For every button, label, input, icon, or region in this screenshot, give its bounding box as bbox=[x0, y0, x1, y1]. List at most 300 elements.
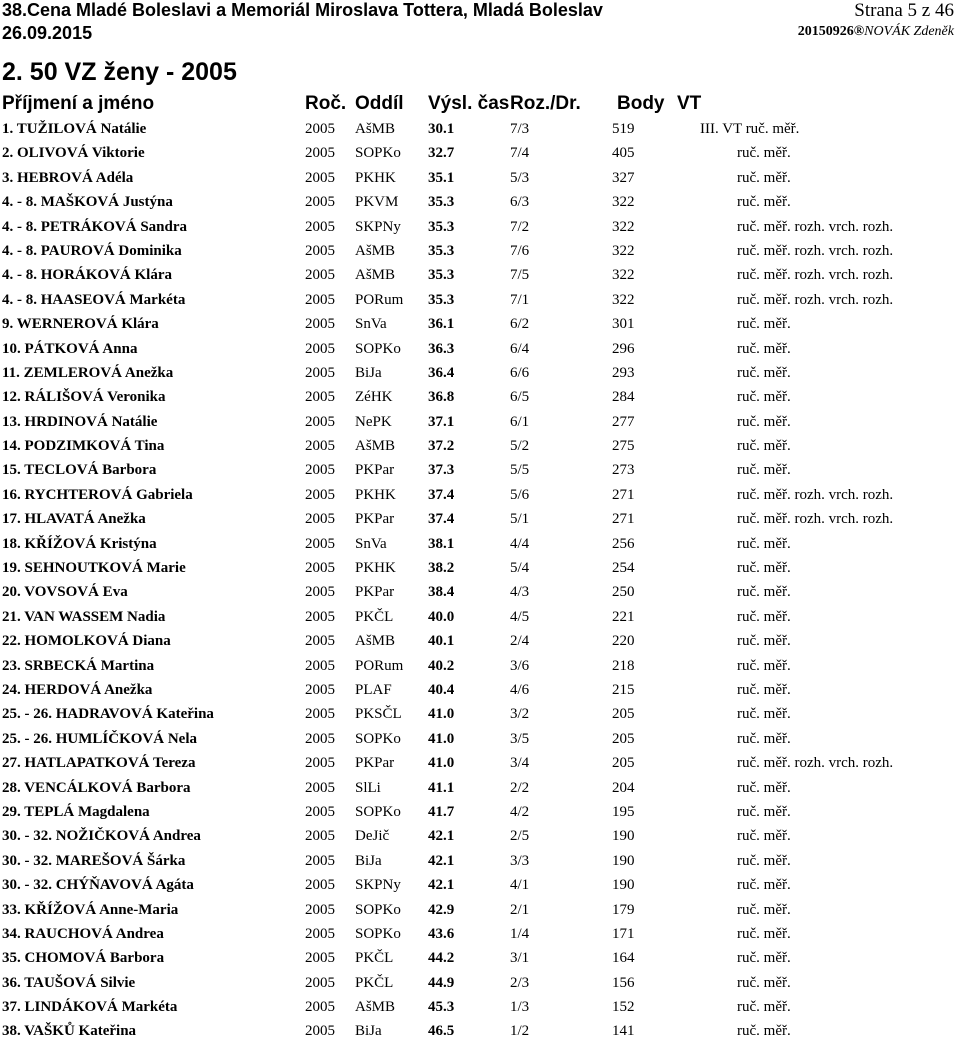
heat-lane-cell: 5/2 bbox=[510, 438, 530, 455]
athlete-name-cell: 29. TEPLÁ Magdalena bbox=[2, 803, 150, 820]
club-cell: SOPKo bbox=[355, 340, 401, 357]
table-row bbox=[0, 264, 960, 288]
table-row bbox=[0, 972, 960, 996]
table-row bbox=[0, 825, 960, 849]
table-row bbox=[0, 899, 960, 923]
table-row bbox=[0, 728, 960, 752]
table-row bbox=[0, 752, 960, 776]
heat-lane-cell: 7/4 bbox=[510, 145, 530, 162]
heat-lane-cell: 2/2 bbox=[510, 779, 530, 796]
club-cell: ZéHK bbox=[355, 389, 393, 406]
competition-date: 26.09.2015 bbox=[2, 23, 93, 43]
club-cell: SOPKo bbox=[355, 901, 401, 918]
athlete-name-cell: 4. - 8. PAUROVÁ Dominika bbox=[2, 242, 182, 259]
athlete-name-cell: 17. HLAVATÁ Anežka bbox=[2, 511, 146, 528]
note-cell: ruč. měř. bbox=[737, 560, 791, 577]
athlete-name-cell: 9. WERNEROVÁ Klára bbox=[2, 316, 159, 333]
year-cell: 2005 bbox=[305, 925, 335, 942]
document-code-prefix: 20150926® bbox=[797, 24, 865, 39]
points-cell: 322 bbox=[612, 242, 635, 259]
points-cell: 205 bbox=[612, 755, 635, 772]
note-cell: ruč. měř. bbox=[737, 901, 791, 918]
club-cell: PKSČL bbox=[355, 706, 402, 723]
col-points: Body bbox=[617, 93, 665, 114]
points-cell: 204 bbox=[612, 779, 635, 796]
note-cell: ruč. měř. bbox=[737, 364, 791, 381]
column-header-row bbox=[0, 93, 960, 117]
time-cell: 37.3 bbox=[428, 462, 455, 479]
athlete-name-cell: 30. - 32. MAREŠOVÁ Šárka bbox=[2, 852, 186, 869]
club-cell: SOPKo bbox=[355, 145, 401, 162]
heat-lane-cell: 6/3 bbox=[510, 194, 530, 211]
note-cell: ruč. měř. rozh. vrch. rozh. bbox=[737, 486, 894, 503]
athlete-name-cell: 4. - 8. PETRÁKOVÁ Sandra bbox=[2, 218, 188, 235]
club-cell: PKČL bbox=[355, 608, 394, 625]
time-cell: 40.1 bbox=[428, 633, 455, 650]
points-cell: 179 bbox=[612, 901, 635, 918]
year-cell: 2005 bbox=[305, 511, 335, 528]
athlete-name-cell: 33. KŘÍŽOVÁ Anne-Maria bbox=[2, 901, 179, 918]
time-cell: 40.4 bbox=[428, 681, 455, 698]
time-cell: 36.4 bbox=[428, 364, 455, 381]
note-cell: ruč. měř. bbox=[737, 779, 791, 796]
heat-lane-cell: 3/2 bbox=[510, 706, 530, 723]
table-row bbox=[0, 167, 960, 191]
note-cell: ruč. měř. bbox=[737, 730, 791, 747]
club-cell: SOPKo bbox=[355, 730, 401, 747]
athlete-name-cell: 30. - 32. NOŽIČKOVÁ Andrea bbox=[2, 828, 201, 845]
athlete-name-cell: 23. SRBECKÁ Martina bbox=[2, 657, 155, 674]
col-name: Příjmení a jméno bbox=[2, 93, 155, 114]
year-cell: 2005 bbox=[305, 657, 335, 674]
athlete-name-cell: 11. ZEMLEROVÁ Anežka bbox=[2, 364, 174, 381]
col-vt: VT bbox=[677, 93, 702, 114]
note-cell: ruč. měř. rozh. vrch. rozh. bbox=[737, 267, 894, 284]
points-cell: 195 bbox=[612, 803, 635, 820]
table-row bbox=[0, 996, 960, 1020]
time-cell: 30.1 bbox=[428, 121, 455, 137]
year-cell: 2005 bbox=[305, 462, 335, 479]
year-cell: 2005 bbox=[305, 438, 335, 455]
points-cell: 519 bbox=[612, 121, 635, 137]
club-cell: PKPar bbox=[355, 755, 395, 772]
heat-lane-cell: 6/4 bbox=[510, 340, 530, 357]
club-cell: SOPKo bbox=[355, 925, 401, 942]
note-cell: ruč. měř. bbox=[737, 145, 791, 162]
table-row bbox=[0, 533, 960, 557]
year-cell: 2005 bbox=[305, 803, 335, 820]
document-code-name: NOVÁK Zdeněk bbox=[864, 24, 954, 39]
time-cell: 41.7 bbox=[428, 803, 455, 820]
heat-lane-cell: 4/1 bbox=[510, 877, 530, 894]
note-cell: ruč. měř. rozh. vrch. rozh. bbox=[737, 291, 894, 308]
heat-lane-cell: 4/3 bbox=[510, 584, 530, 601]
table-row bbox=[0, 289, 960, 313]
table-row bbox=[0, 386, 960, 410]
time-cell: 38.1 bbox=[428, 535, 455, 552]
table-row bbox=[0, 801, 960, 825]
year-cell: 2005 bbox=[305, 340, 335, 357]
heat-lane-cell: 7/6 bbox=[510, 242, 530, 259]
club-cell: BiJa bbox=[355, 364, 382, 381]
club-cell: PKPar bbox=[355, 584, 395, 601]
year-cell: 2005 bbox=[305, 316, 335, 333]
table-row bbox=[0, 191, 960, 215]
note-cell: III. VT ruč. měř. bbox=[700, 121, 800, 137]
table-row bbox=[0, 606, 960, 630]
heat-lane-cell: 5/6 bbox=[510, 486, 530, 503]
points-cell: 296 bbox=[612, 340, 635, 357]
points-cell: 273 bbox=[612, 462, 635, 479]
heat-lane-cell: 4/5 bbox=[510, 608, 530, 625]
points-cell: 277 bbox=[612, 413, 635, 430]
heat-lane-cell: 7/3 bbox=[510, 121, 530, 137]
points-cell: 301 bbox=[612, 316, 635, 333]
table-row bbox=[0, 1020, 960, 1044]
time-cell: 32.7 bbox=[428, 145, 455, 162]
time-cell: 37.1 bbox=[428, 413, 455, 430]
time-cell: 44.9 bbox=[428, 974, 455, 991]
heat-lane-cell: 6/1 bbox=[510, 413, 530, 430]
time-cell: 41.0 bbox=[428, 755, 455, 772]
note-cell: ruč. měř. bbox=[737, 950, 791, 967]
athlete-name-cell: 15. TECLOVÁ Barbora bbox=[2, 462, 157, 479]
note-cell: ruč. měř. bbox=[737, 706, 791, 723]
note-cell: ruč. měř. bbox=[737, 584, 791, 601]
athlete-name-cell: 3. HEBROVÁ Adéla bbox=[2, 169, 134, 186]
athlete-name-cell: 25. - 26. HADRAVOVÁ Kateřina bbox=[2, 706, 214, 723]
athlete-name-cell: 19. SEHNOUTKOVÁ Marie bbox=[2, 560, 186, 577]
club-cell: AšMB bbox=[355, 242, 396, 259]
time-cell: 41.0 bbox=[428, 730, 455, 747]
note-cell: ruč. měř. bbox=[737, 803, 791, 820]
note-cell: ruč. měř. bbox=[737, 340, 791, 357]
heat-lane-cell: 7/2 bbox=[510, 218, 530, 235]
heat-lane-cell: 3/1 bbox=[510, 950, 530, 967]
club-cell: BiJa bbox=[355, 852, 382, 869]
club-cell: AšMB bbox=[355, 438, 396, 455]
year-cell: 2005 bbox=[305, 901, 335, 918]
year-cell: 2005 bbox=[305, 828, 335, 845]
heat-lane-cell: 4/4 bbox=[510, 535, 530, 552]
points-cell: 327 bbox=[612, 169, 635, 186]
year-cell: 2005 bbox=[305, 291, 335, 308]
note-cell: ruč. měř. bbox=[737, 462, 791, 479]
club-cell: NePK bbox=[355, 413, 392, 430]
year-cell: 2005 bbox=[305, 169, 335, 186]
table-row bbox=[0, 777, 960, 801]
athlete-name-cell: 34. RAUCHOVÁ Andrea bbox=[2, 925, 164, 942]
time-cell: 37.4 bbox=[428, 486, 455, 503]
athlete-name-cell: 22. HOMOLKOVÁ Diana bbox=[2, 633, 171, 650]
table-row bbox=[0, 923, 960, 947]
page-number: Strana 5 z 46 bbox=[854, 0, 954, 21]
points-cell: 171 bbox=[612, 925, 635, 942]
note-cell: ruč. měř. bbox=[737, 633, 791, 650]
heat-lane-cell: 5/4 bbox=[510, 560, 530, 577]
year-cell: 2005 bbox=[305, 877, 335, 894]
points-cell: 190 bbox=[612, 828, 635, 845]
athlete-name-cell: 24. HERDOVÁ Anežka bbox=[2, 681, 153, 698]
heat-lane-cell: 1/3 bbox=[510, 999, 530, 1016]
points-cell: 221 bbox=[612, 608, 635, 625]
club-cell: AšMB bbox=[355, 267, 396, 284]
club-cell: PKPar bbox=[355, 511, 395, 528]
time-cell: 35.3 bbox=[428, 242, 455, 259]
note-cell: ruč. měř. bbox=[737, 389, 791, 406]
club-cell: PKPar bbox=[355, 462, 395, 479]
club-cell: SKPNy bbox=[355, 877, 401, 894]
club-cell: PKČL bbox=[355, 974, 394, 991]
year-cell: 2005 bbox=[305, 730, 335, 747]
club-cell: AšMB bbox=[355, 633, 396, 650]
club-cell: AšMB bbox=[355, 999, 396, 1016]
note-cell: ruč. měř. bbox=[737, 1023, 791, 1040]
athlete-name-cell: 38. VAŠKŮ Kateřina bbox=[2, 1023, 137, 1040]
year-cell: 2005 bbox=[305, 413, 335, 430]
time-cell: 35.3 bbox=[428, 194, 455, 211]
table-row bbox=[0, 630, 960, 654]
note-cell: ruč. měř. bbox=[737, 608, 791, 625]
points-cell: 190 bbox=[612, 852, 635, 869]
year-cell: 2005 bbox=[305, 608, 335, 625]
athlete-name-cell: 30. - 32. CHÝŇAVOVÁ Agáta bbox=[2, 877, 194, 894]
club-cell: DeJič bbox=[355, 828, 390, 845]
year-cell: 2005 bbox=[305, 194, 335, 211]
competition-title: 38.Cena Mladé Boleslavi a Memoriál Miroslava Tottera, Mladá Boleslav bbox=[2, 0, 603, 20]
time-cell: 42.1 bbox=[428, 877, 455, 894]
points-cell: 284 bbox=[612, 389, 635, 406]
athlete-name-cell: 2. OLIVOVÁ Viktorie bbox=[2, 145, 145, 162]
athlete-name-cell: 18. KŘÍŽOVÁ Kristýna bbox=[2, 535, 157, 552]
table-row bbox=[0, 459, 960, 483]
time-cell: 44.2 bbox=[428, 950, 455, 967]
points-cell: 254 bbox=[612, 560, 635, 577]
document-code bbox=[798, 24, 954, 40]
note-cell: ruč. měř. rozh. vrch. rozh. bbox=[737, 755, 894, 772]
note-cell: ruč. měř. bbox=[737, 877, 791, 894]
time-cell: 35.3 bbox=[428, 218, 455, 235]
club-cell: PKHK bbox=[355, 486, 396, 503]
club-cell: PKHK bbox=[355, 560, 396, 577]
note-cell: ruč. měř. bbox=[737, 169, 791, 186]
club-cell: SKPNy bbox=[355, 218, 401, 235]
year-cell: 2005 bbox=[305, 779, 335, 796]
heat-lane-cell: 6/2 bbox=[510, 316, 530, 333]
time-cell: 37.4 bbox=[428, 511, 455, 528]
time-cell: 42.1 bbox=[428, 828, 455, 845]
heat-lane-cell: 3/5 bbox=[510, 730, 530, 747]
table-row bbox=[0, 362, 960, 386]
heat-lane-cell: 1/4 bbox=[510, 925, 530, 942]
heat-lane-cell: 3/3 bbox=[510, 852, 530, 869]
year-cell: 2005 bbox=[305, 852, 335, 869]
col-club: Oddíl bbox=[355, 93, 404, 114]
points-cell: 218 bbox=[612, 657, 635, 674]
table-row bbox=[0, 679, 960, 703]
heat-lane-cell: 2/4 bbox=[510, 633, 530, 650]
heat-lane-cell: 4/2 bbox=[510, 803, 530, 820]
points-cell: 250 bbox=[612, 584, 635, 601]
year-cell: 2005 bbox=[305, 145, 335, 162]
year-cell: 2005 bbox=[305, 706, 335, 723]
time-cell: 36.1 bbox=[428, 316, 455, 333]
points-cell: 205 bbox=[612, 706, 635, 723]
points-cell: 322 bbox=[612, 267, 635, 284]
table-row bbox=[0, 484, 960, 508]
time-cell: 38.4 bbox=[428, 584, 455, 601]
athlete-name-cell: 10. PÁTKOVÁ Anna bbox=[2, 340, 138, 357]
table-row bbox=[0, 216, 960, 240]
table-row bbox=[0, 874, 960, 898]
note-cell: ruč. měř. bbox=[737, 852, 791, 869]
col-year: Roč. bbox=[305, 93, 347, 114]
athlete-name-cell: 13. HRDINOVÁ Natálie bbox=[2, 413, 158, 430]
heat-lane-cell: 4/6 bbox=[510, 681, 530, 698]
heat-lane-cell: 2/3 bbox=[510, 974, 530, 991]
note-cell: ruč. měř. bbox=[737, 194, 791, 211]
table-row bbox=[0, 655, 960, 679]
athlete-name-cell: 16. RYCHTEROVÁ Gabriela bbox=[2, 486, 193, 503]
time-cell: 35.3 bbox=[428, 291, 455, 308]
note-cell: ruč. měř. bbox=[737, 316, 791, 333]
heat-lane-cell: 2/1 bbox=[510, 901, 530, 918]
time-cell: 46.5 bbox=[428, 1023, 455, 1040]
points-cell: 220 bbox=[612, 633, 635, 650]
year-cell: 2005 bbox=[305, 1023, 335, 1040]
points-cell: 164 bbox=[612, 950, 635, 967]
year-cell: 2005 bbox=[305, 560, 335, 577]
athlete-name-cell: 28. VENCÁLKOVÁ Barbora bbox=[2, 779, 191, 796]
athlete-name-cell: 35. CHOMOVÁ Barbora bbox=[2, 950, 165, 967]
time-cell: 35.3 bbox=[428, 267, 455, 284]
table-row bbox=[0, 508, 960, 532]
time-cell: 38.2 bbox=[428, 560, 455, 577]
heat-lane-cell: 6/5 bbox=[510, 389, 530, 406]
club-cell: SOPKo bbox=[355, 803, 401, 820]
table-row bbox=[0, 411, 960, 435]
club-cell: PORum bbox=[355, 291, 404, 308]
points-cell: 293 bbox=[612, 364, 635, 381]
heat-lane-cell: 5/3 bbox=[510, 169, 530, 186]
points-cell: 271 bbox=[612, 486, 635, 503]
time-cell: 45.3 bbox=[428, 999, 455, 1016]
heat-lane-cell: 7/1 bbox=[510, 291, 530, 308]
col-time: Výsl. čas bbox=[428, 93, 510, 114]
year-cell: 2005 bbox=[305, 267, 335, 284]
club-cell: PKČL bbox=[355, 950, 394, 967]
year-cell: 2005 bbox=[305, 389, 335, 406]
heat-lane-cell: 5/1 bbox=[510, 511, 530, 528]
note-cell: ruč. měř. bbox=[737, 999, 791, 1016]
note-cell: ruč. měř. bbox=[737, 657, 791, 674]
athlete-name-cell: 4. - 8. MAŠKOVÁ Justýna bbox=[2, 194, 173, 211]
athlete-name-cell: 4. - 8. HORÁKOVÁ Klára bbox=[2, 267, 172, 284]
athlete-name-cell: 14. PODZIMKOVÁ Tina bbox=[2, 438, 165, 455]
note-cell: ruč. měř. bbox=[737, 413, 791, 430]
points-cell: 322 bbox=[612, 218, 635, 235]
heat-lane-cell: 6/6 bbox=[510, 364, 530, 381]
athlete-name-cell: 12. RÁLIŠOVÁ Veronika bbox=[2, 389, 166, 406]
heat-lane-cell: 7/5 bbox=[510, 267, 530, 284]
points-cell: 156 bbox=[612, 974, 635, 991]
heat-lane-cell: 3/4 bbox=[510, 755, 530, 772]
club-cell: PLAF bbox=[355, 681, 392, 698]
table-row bbox=[0, 435, 960, 459]
year-cell: 2005 bbox=[305, 584, 335, 601]
table-row bbox=[0, 338, 960, 362]
table-row bbox=[0, 703, 960, 727]
time-cell: 41.1 bbox=[428, 779, 455, 796]
col-roz: Roz./Dr. bbox=[510, 93, 581, 114]
heat-lane-cell: 1/2 bbox=[510, 1023, 530, 1040]
time-cell: 41.0 bbox=[428, 706, 455, 723]
club-cell: BiJa bbox=[355, 1023, 382, 1040]
table-row bbox=[0, 850, 960, 874]
points-cell: 271 bbox=[612, 511, 635, 528]
year-cell: 2005 bbox=[305, 364, 335, 381]
year-cell: 2005 bbox=[305, 999, 335, 1016]
points-cell: 205 bbox=[612, 730, 635, 747]
note-cell: ruč. měř. bbox=[737, 681, 791, 698]
time-cell: 36.8 bbox=[428, 389, 455, 406]
note-cell: ruč. měř. rozh. vrch. rozh. bbox=[737, 242, 894, 259]
year-cell: 2005 bbox=[305, 755, 335, 772]
time-cell: 37.2 bbox=[428, 438, 455, 455]
points-cell: 322 bbox=[612, 291, 635, 308]
points-cell: 405 bbox=[612, 145, 635, 162]
athlete-name-cell: 37. LINDÁKOVÁ Markéta bbox=[2, 999, 178, 1016]
club-cell: PORum bbox=[355, 657, 404, 674]
points-cell: 141 bbox=[612, 1023, 635, 1040]
note-cell: ruč. měř. bbox=[737, 974, 791, 991]
year-cell: 2005 bbox=[305, 121, 335, 137]
club-cell: PKHK bbox=[355, 169, 396, 186]
athlete-name-cell: 36. TAUŠOVÁ Silvie bbox=[2, 974, 136, 991]
points-cell: 322 bbox=[612, 194, 635, 211]
year-cell: 2005 bbox=[305, 974, 335, 991]
year-cell: 2005 bbox=[305, 218, 335, 235]
table-row bbox=[0, 581, 960, 605]
athlete-name-cell: 27. HATLAPATKOVÁ Tereza bbox=[2, 755, 196, 772]
table-row bbox=[0, 142, 960, 166]
club-cell: SnVa bbox=[355, 535, 387, 552]
athlete-name-cell: 21. VAN WASSEM Nadia bbox=[2, 608, 166, 625]
points-cell: 152 bbox=[612, 999, 635, 1016]
club-cell: PKVM bbox=[355, 194, 399, 211]
note-cell: ruč. měř. rozh. vrch. rozh. bbox=[737, 218, 894, 235]
year-cell: 2005 bbox=[305, 242, 335, 259]
club-cell: AšMB bbox=[355, 121, 396, 137]
note-cell: ruč. měř. rozh. vrch. rozh. bbox=[737, 511, 894, 528]
year-cell: 2005 bbox=[305, 633, 335, 650]
note-cell: ruč. měř. bbox=[737, 925, 791, 942]
time-cell: 43.6 bbox=[428, 925, 455, 942]
points-cell: 275 bbox=[612, 438, 635, 455]
athlete-name-cell: 4. - 8. HAASEOVÁ Markéta bbox=[2, 291, 186, 308]
event-title: 2. 50 VZ ženy - 2005 bbox=[2, 58, 237, 86]
time-cell: 42.1 bbox=[428, 852, 455, 869]
athlete-name-cell: 20. VOVSOVÁ Eva bbox=[2, 584, 128, 601]
table-row bbox=[0, 557, 960, 581]
note-cell: ruč. měř. bbox=[737, 535, 791, 552]
heat-lane-cell: 2/5 bbox=[510, 828, 530, 845]
time-cell: 35.1 bbox=[428, 169, 455, 186]
year-cell: 2005 bbox=[305, 950, 335, 967]
athlete-name-cell: 25. - 26. HUMLÍČKOVÁ Nela bbox=[2, 730, 197, 747]
year-cell: 2005 bbox=[305, 486, 335, 503]
table-row bbox=[0, 118, 960, 142]
